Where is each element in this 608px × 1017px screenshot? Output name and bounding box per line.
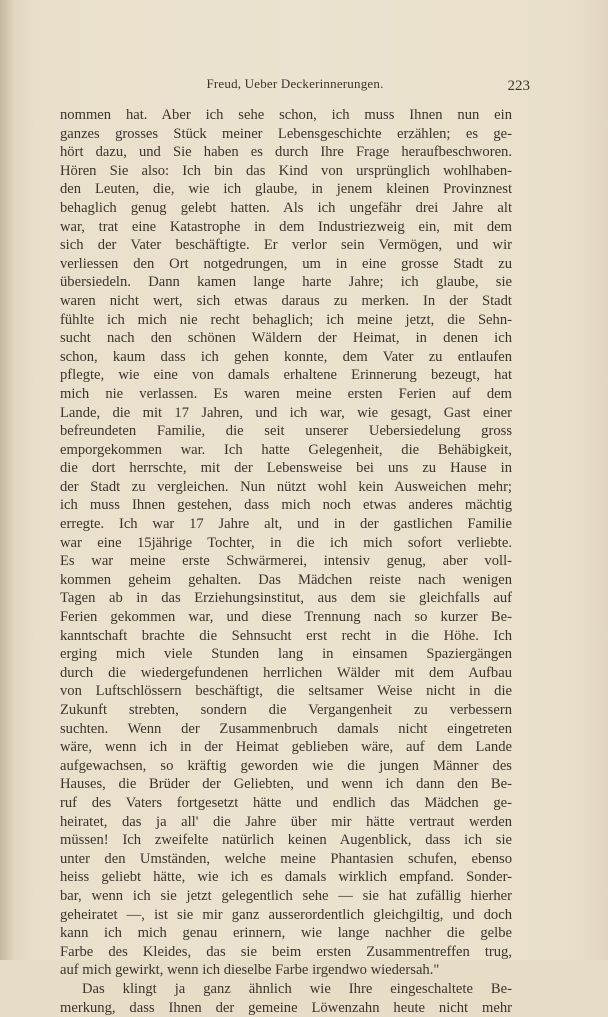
text-line: kommen geheim gehalten. Das Mädchen reiste nach wenigen (60, 571, 512, 590)
text-line: merkung, dass Ihnen der gemeine Löwenzahn heute nicht mehr (60, 999, 512, 1017)
page-gutter-shadow (0, 0, 14, 960)
text-line: die dort herrschte, mit der Lebensweise bei uns zu Hause in (60, 459, 512, 478)
text-line: der Stadt zu vergleichen. Nun nützt wohl kein Ausweichen mehr; (60, 478, 512, 497)
text-line: Das klingt ja ganz ähnlich wie Ihre eingeschaltete Be- (60, 980, 512, 999)
text-line: sich der Vater beschäftigte. Er verlor sein Vermögen, und wir (60, 236, 512, 255)
text-line: heiss geliebt hätte, wie ich es damals wirklich empfand. Sonder- (60, 868, 512, 887)
text-line: emporgekommen war. Ich hatte Gelegenheit, die Behäbigkeit, (60, 441, 512, 460)
text-line: Zukunft strebten, sondern die Vergangenheit zu verbessern (60, 701, 512, 720)
text-line: erregte. Ich war 17 Jahre alt, und in der gastlichen Familie (60, 515, 512, 534)
running-title: Freud, Ueber Deckerinnerungen. (60, 76, 530, 92)
text-line: Ferien gekommen war, und diese Trennung nach so kurzer Be- (60, 608, 512, 627)
text-line: durch die wiedergefundenen herrlichen Wälder mit dem Aufbau (60, 664, 512, 683)
text-line: wäre, wenn ich in der Heimat geblieben wäre, auf dem Lande (60, 738, 512, 757)
text-line: kanntschaft brachte die Sehnsucht erst recht in die Höhe. Ich (60, 627, 512, 646)
text-line: ich muss Ihnen gestehen, dass mich noch etwas anderes mächtig (60, 496, 512, 515)
running-head (60, 76, 530, 96)
text-line: den Leuten, die, wie ich glaube, in jenem kleinen Provinznest (60, 180, 512, 199)
text-line: heiratet, das ja all' die Jahre über mir hätte vertraut werden (60, 813, 512, 832)
text-line: von Luftschlössern beschäftigt, die seltsamer Weise nicht in die (60, 682, 512, 701)
text-line: verliessen den Ort notgedrungen, um in eine grosse Stadt zu (60, 255, 512, 274)
text-line: mich nie verlassen. Es waren meine ersten Ferien auf dem (60, 385, 512, 404)
text-line: ganzes grosses Stück meiner Lebensgeschichte erzählen; es ge- (60, 125, 512, 144)
text-line: geheiratet —, ist sie mir ganz ausserordentlich gleichgiltig, und doch (60, 906, 512, 925)
text-line: hört dazu, und Sie haben es durch Ihre Frage heraufbeschworen. (60, 143, 512, 162)
text-line: pflegte, wie eine von damals erhaltene Erinnerung bezeugt, hat (60, 366, 512, 385)
text-line: waren nicht wert, sich etwas daraus zu merken. In der Stadt (60, 292, 512, 311)
page-number: 223 (508, 78, 531, 95)
text-line: nommen hat. Aber ich sehe schon, ich muss Ihnen nun ein (60, 106, 512, 125)
text-line: war, trat eine Katastrophe in dem Industriezweig ein, mit dem (60, 218, 512, 237)
text-line: fühlte ich mich nie recht behaglich; ich meine jetzt, die Sehn- (60, 311, 512, 330)
text-line: übersiedeln. Dann kamen lange harte Jahre; ich glaube, sie (60, 273, 512, 292)
text-line: Hauses, die Brüder der Geliebten, und wenn ich dann den Be- (60, 775, 512, 794)
text-line: Hören Sie also: Ich bin das Kind von ursprünglich wohlhaben- (60, 162, 512, 181)
text-line: befreundeten Familie, die seit unserer Uebersiedelung gross (60, 422, 512, 441)
text-line: aufgewachsen, so kräftig geworden wie die jungen Männer des (60, 757, 512, 776)
text-line: Lande, die mit 17 Jahren, und ich war, wie gesagt, Gast einer (60, 404, 512, 423)
text-line: behaglich genug gelebt hatten. Als ich ungefähr drei Jahre alt (60, 199, 512, 218)
text-line: erging mich viele Stunden lang in einsamen Spaziergängen (60, 645, 512, 664)
text-line: auf mich gewirkt, wenn ich dieselbe Farbe irgendwo wiedersah." (60, 961, 512, 980)
text-line: müssen! Ich zweifelte natürlich keinen Augenblick, dass ich sie (60, 831, 512, 850)
text-line: bar, wenn ich sie jetzt gelegentlich sehe — sie hat zufällig hierher (60, 887, 512, 906)
text-line: Farbe des Kleides, das sie beim ersten Zusammentreffen trug, (60, 943, 512, 962)
text-line: Tagen ab in das Erziehungsinstitut, aus dem sie gleichfalls auf (60, 589, 512, 608)
text-line: Es war meine erste Schwärmerei, intensiv genug, aber voll- (60, 552, 512, 571)
text-line: ruf des Vaters fortgesetzt hätte und endlich das Mädchen ge- (60, 794, 512, 813)
text-line: schon, kaum dass ich gehen konnte, dem Vater zu entlaufen (60, 348, 512, 367)
text-line: unter den Umständen, welche meine Phantasien schufen, ebenso (60, 850, 512, 869)
body-text (60, 106, 512, 1017)
text-line: kann ich mich genau erinnern, wie lange nachher die gelbe (60, 924, 512, 943)
text-line: war eine 15jährige Tochter, in die ich mich sofort verliebte. (60, 534, 512, 553)
text-line: sucht nach den schönen Wäldern der Heimat, in denen ich (60, 329, 512, 348)
text-line: suchten. Wenn der Zusammenbruch damals nicht eingetreten (60, 720, 512, 739)
